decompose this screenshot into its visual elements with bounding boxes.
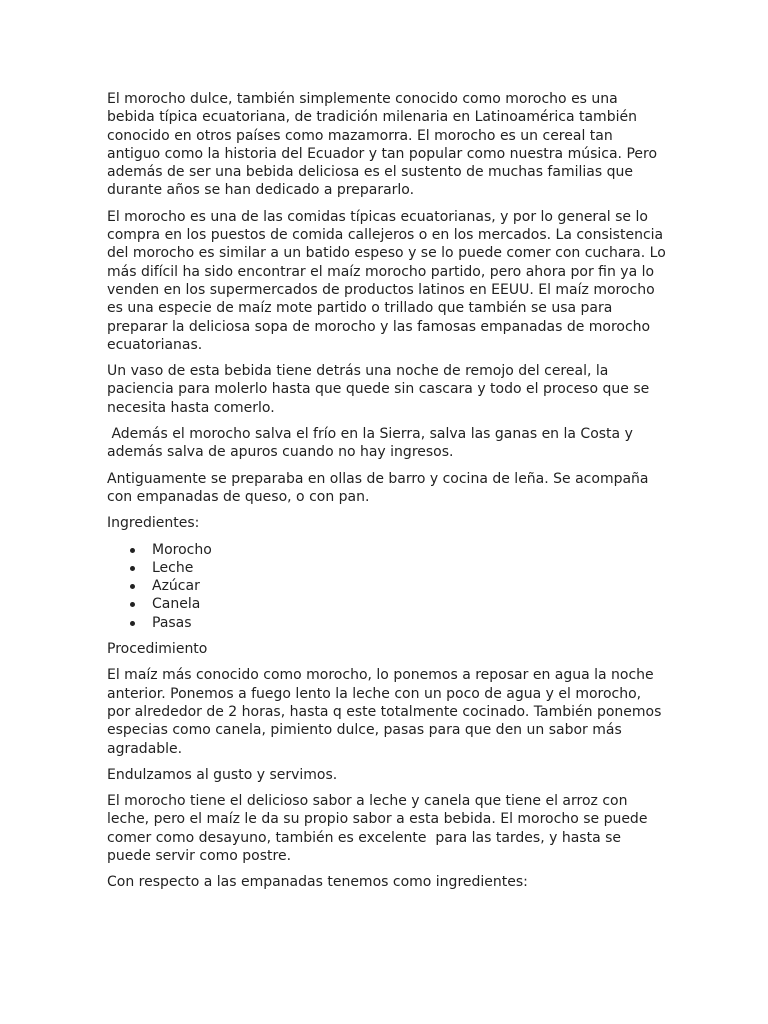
procedure-heading: Procedimiento bbox=[107, 641, 208, 658]
bullet-icon bbox=[130, 602, 135, 607]
list-item-label: Azúcar bbox=[152, 578, 200, 595]
paragraph-intro: El morocho dulce, también simplemente conocido como morocho es una bebida típica ecuatoriana, de tradición milenaria en Latinoamérica también conocido en otros países como mazamorra. El morocho es un cereal tan antiguo como la historia del Ecuador y tan popular como nuestra música. Pero además de ser una bebida deliciosa es el sustento de muchas familias que durante años se han dedicado a prepararlo. bbox=[107, 91, 658, 199]
list-item-label: Leche bbox=[152, 559, 194, 576]
paragraph-sweeten: Endulzamos al gusto y servimos. bbox=[107, 766, 338, 783]
list-item bbox=[152, 595, 667, 613]
list-item-label: Pasas bbox=[152, 614, 192, 631]
bullet-icon bbox=[130, 621, 135, 626]
paragraph-history: Antiguamente se preparaba en ollas de barro y cocina de leña. Se acompaña con empanadas de queso, o con pan. bbox=[107, 470, 649, 505]
paragraph-typical-food: El morocho es una de las comidas típicas ecuatorianas, y por lo general se lo compra en los puestos de comida callejeros o en los mercados. La consistencia del morocho es similar a un batido espeso y se lo puede comer con cuchara. Lo más difícil ha sido encontrar el maíz morocho partido, pero ahora por fin ya lo venden en los supermercados de productos latinos en EEUU. El maíz morocho es una especie de maíz mote partido o trillado que también se usa para preparar la deliciosa sopa de morocho y las famosas empanadas de morocho ecuatorianas. bbox=[107, 208, 666, 353]
paragraph-flavor: El morocho tiene el delicioso sabor a leche y canela que tiene el arroz con leche, pero el maíz le da su propio sabor a esta bebida. El morocho se puede comer como desayuno, también es excelente para las tardes, y hasta se puede servir como postre. bbox=[107, 793, 652, 864]
list-item bbox=[152, 559, 667, 577]
paragraph-empanadas: Con respecto a las empanadas tenemos como ingredientes: bbox=[107, 874, 528, 891]
document-page bbox=[107, 90, 667, 900]
list-item bbox=[152, 614, 667, 632]
bullet-icon bbox=[130, 548, 135, 553]
list-item bbox=[152, 541, 667, 559]
ingredients-list bbox=[107, 541, 667, 632]
paragraph-preparation-effort: Un vaso de esta bebida tiene detrás una noche de remojo del cereal, la paciencia para molerlo hasta que quede sin cascara y todo el proceso que se necesita hasta comerlo. bbox=[107, 363, 650, 416]
ingredients-heading: Ingredientes: bbox=[107, 515, 200, 532]
list-item bbox=[152, 577, 667, 595]
bullet-icon bbox=[130, 584, 135, 589]
list-item-label: Canela bbox=[152, 596, 201, 613]
list-item-label: Morocho bbox=[152, 541, 212, 558]
bullet-icon bbox=[130, 566, 135, 571]
paragraph-procedure: El maíz más conocido como morocho, lo ponemos a reposar en agua la noche anterior. Ponemos a fuego lento la leche con un poco de agua y el morocho, por alrededor de 2 horas, hasta q este totalmente cocinado. También ponemos especias como canela, pimiento dulce, pasas para que den un sabor más agradable. bbox=[107, 667, 662, 757]
paragraph-sierra-costa: Además el morocho salva el frío en la Sierra, salva las ganas en la Costa y además salva de apuros cuando no hay ingresos. bbox=[107, 426, 638, 461]
